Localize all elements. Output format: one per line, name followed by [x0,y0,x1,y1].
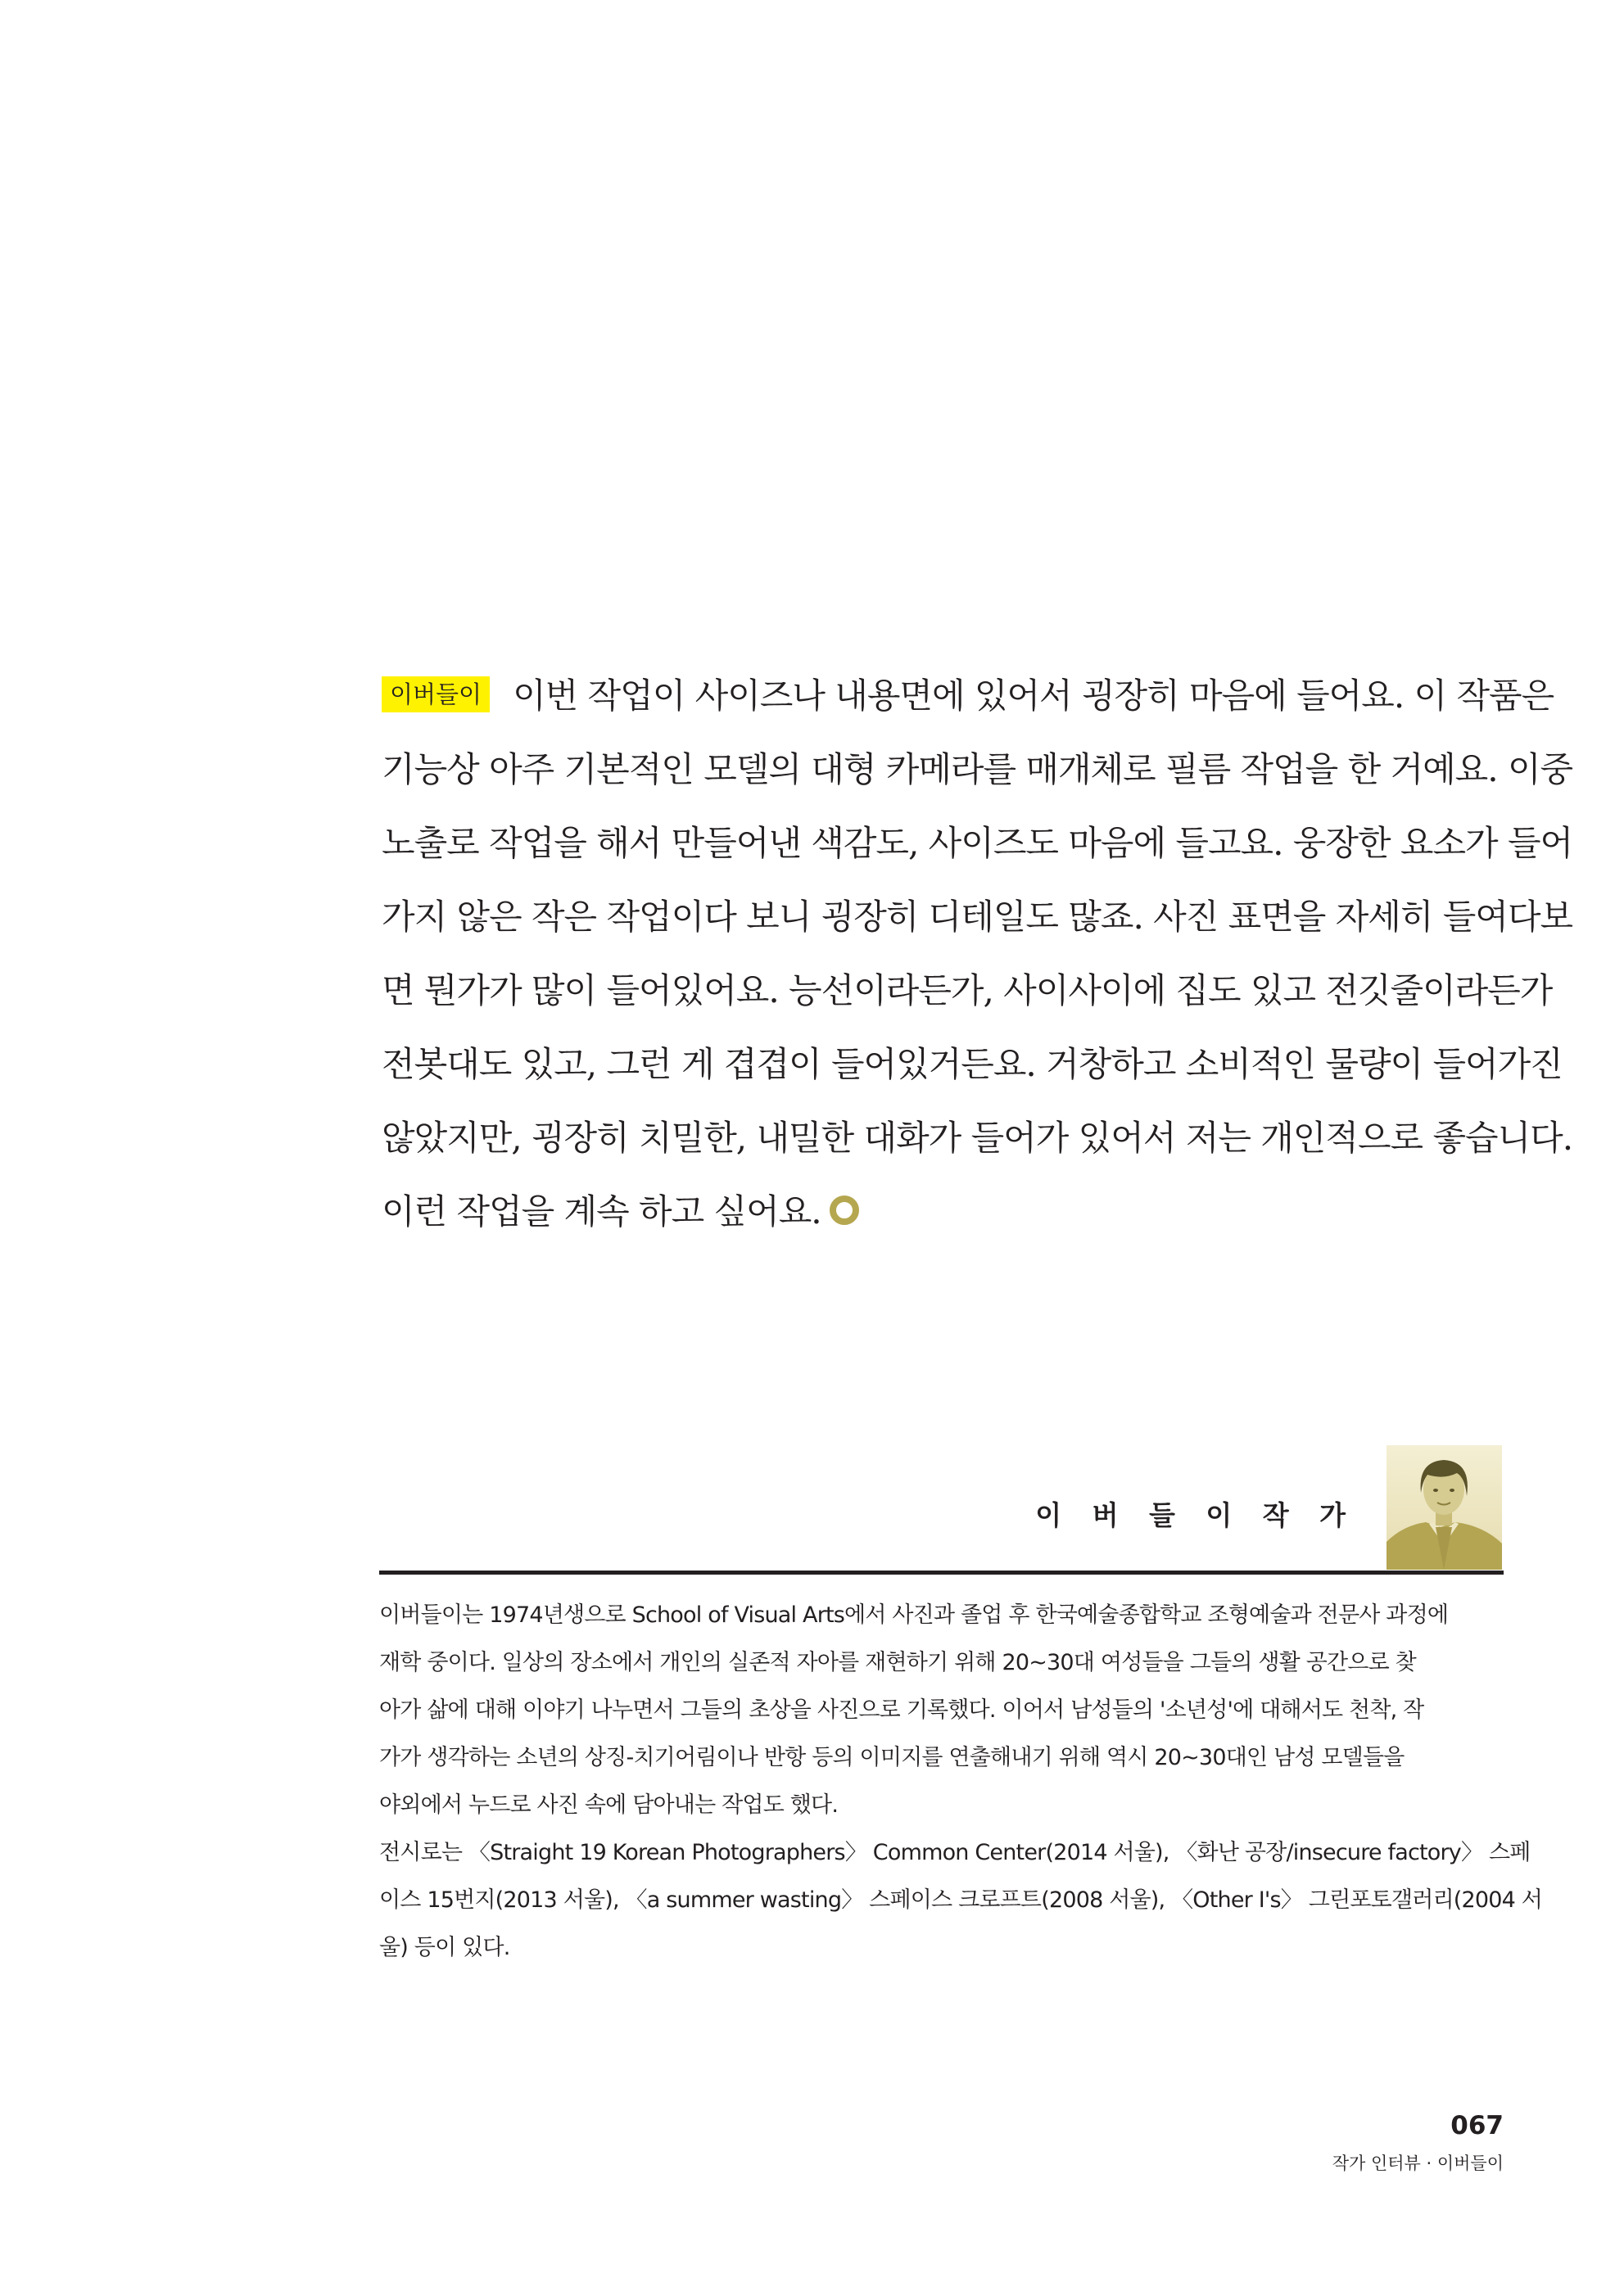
interview-line [382,1175,1504,1249]
interview-line-text: 이런 작업을 계속 하고 싶어요. [382,1191,821,1232]
bio-line: 전시로는 〈Straight 19 Korean Photographers〉 Common Center(2014 서울), 〈화난 공장/insecure factory〉 스페 [379,1840,1531,1865]
bio-line: 울) 등이 있다. [379,1935,510,1960]
interview-answer [382,659,1573,1249]
interview-line: 않았지만, 굉장히 치밀한, 내밀한 대화가 들어가 있어서 저는 개인적으로 좋습니다. [382,1118,1573,1158]
bio-line: 야외에서 누드로 사진 속에 담아내는 작업도 했다. [379,1792,839,1818]
end-mark-icon [830,1195,859,1225]
portrait-image-icon [1387,1445,1502,1570]
interview-line: 기능상 아주 기본적인 모델의 대형 카메라를 매개체로 필름 작업을 한 거예요. 이중 [382,749,1573,789]
bio-line: 이스 15번지(2013 서울), 〈a summer wasting〉 스페이스 크로프트(2008 서울), 〈Other I's〉 그린포토갤러리(2004 서 [379,1887,1543,1913]
interview-line [382,659,1554,733]
artist-name-label: 이 버 들 이 작 가 [1035,1499,1356,1531]
interview-line: 노출로 작업을 해서 만들어낸 색감도, 사이즈도 마음에 들고요. 웅장한 요소가 들어 [382,823,1573,863]
page-number: 067 [1450,2111,1504,2140]
interview-line: 전봇대도 있고, 그런 게 겹겹이 들어있거든요. 거창하고 소비적인 물량이 들어가진 [382,1044,1563,1084]
bio-line: 아가 삶에 대해 이야기 나누면서 그들의 초상을 사진으로 기록했다. 이어서 남성들의 '소년성'에 대해서도 천착, 작 [379,1697,1424,1723]
section-divider [379,1571,1504,1575]
artist-portrait [1387,1445,1502,1570]
running-footer: 작가 인터뷰 · 이버들이 [1332,2154,1504,2173]
speaker-tag: 이버들이 [382,676,490,712]
interview-line-text: 이번 작업이 사이즈나 내용면에 있어서 굉장히 마음에 들어요. 이 작품은 [513,676,1554,716]
bio-line: 가가 생각하는 소년의 상징-치기어림이나 반항 등의 이미지를 연출해내기 위해 역시 20~30대인 남성 모델들을 [379,1745,1405,1770]
bio-line: 이버들이는 1974년생으로 School of Visual Arts에서 사진과 졸업 후 한국예술종합학교 조형예술과 전문사 과정에 [379,1602,1449,1628]
artist-bio [379,1592,1543,1972]
interview-line: 가지 않은 작은 작업이다 보니 굉장히 디테일도 많죠. 사진 표면을 자세히 들여다보 [382,897,1573,937]
interview-line: 면 뭔가가 많이 들어있어요. 능선이라든가, 사이사이에 집도 있고 전깃줄이라든가 [382,970,1553,1010]
bio-line: 재학 중이다. 일상의 장소에서 개인의 실존적 자아를 재현하기 위해 20~30대 여성들을 그들의 생활 공간으로 찾 [379,1650,1416,1675]
